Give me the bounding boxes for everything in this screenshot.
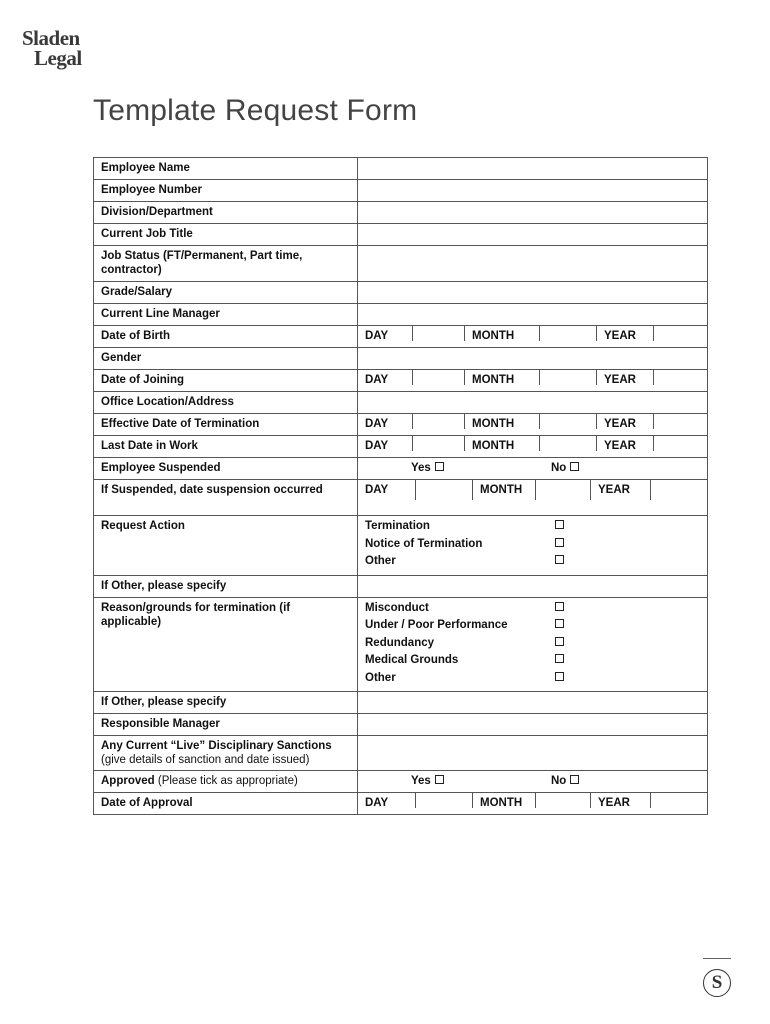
row-division [94,202,708,224]
doj-month-label: MONTH [465,370,540,385]
reason-option [365,671,700,689]
other-specify-1-label: If Other, please specify [94,575,358,597]
termination-month-label: MONTH [465,414,540,429]
approval-date-field [358,793,708,815]
reason-checkbox[interactable] [555,654,564,663]
dob-field [358,326,708,348]
disciplinary-label: Any Current “Live” Disciplinary Sanctions [101,740,332,752]
other-specify-1-field[interactable] [358,575,708,597]
approved-yes-label: Yes [411,775,431,787]
approved-no-label: No [551,775,567,787]
row-dob [94,326,708,348]
request-action-option-label: Other [365,555,396,567]
division-field[interactable] [358,202,708,224]
reason-label: Reason/grounds for termination (if applicable) [94,597,358,692]
suspension-month-input[interactable] [536,480,591,500]
doj-year-input[interactable] [654,370,707,385]
reason-checkbox[interactable] [555,637,564,646]
row-disciplinary [94,736,708,771]
termination-day-label: DAY [358,414,413,429]
approval-year-label: YEAR [591,793,651,808]
disciplinary-note: (give details of sanction and date issued) [101,754,310,766]
division-label: Division/Department [94,202,358,224]
approved-yes-checkbox[interactable] [435,775,444,784]
approval-month-label: MONTH [473,793,536,808]
dob-month-label: MONTH [465,326,540,341]
doj-day-label: DAY [358,370,413,385]
suspension-day-input[interactable] [416,480,473,500]
row-approval-date [94,793,708,815]
brand-line-1: Sladen [22,26,80,50]
office-label: Office Location/Address [94,392,358,414]
row-office [94,392,708,414]
row-last-date [94,436,708,458]
job-title-label: Current Job Title [94,224,358,246]
approved-field [358,771,708,793]
request-action-options [358,516,708,576]
request-action-checkbox[interactable] [555,538,564,547]
termination-year-input[interactable] [654,414,707,429]
last-date-label: Last Date in Work [94,436,358,458]
dob-year-input[interactable] [654,326,707,341]
disciplinary-field[interactable] [358,736,708,771]
row-line-manager [94,304,708,326]
approved-no-checkbox[interactable] [570,775,579,784]
reason-option-label: Misconduct [365,601,429,614]
page-title: Template Request Form [93,94,418,127]
row-reason [94,597,708,692]
employee-number-field[interactable] [358,180,708,202]
reason-option [365,653,700,671]
other-specify-2-field[interactable] [358,692,708,714]
row-employee-number [94,180,708,202]
request-action-option-label: Notice of Termination [365,537,483,550]
approval-day-input[interactable] [416,793,473,808]
reason-checkbox[interactable] [555,619,564,628]
suspension-date-field [358,480,708,516]
grade-label: Grade/Salary [94,282,358,304]
approval-month-input[interactable] [536,793,591,808]
row-responsible-manager [94,714,708,736]
last-date-year-input[interactable] [654,436,707,451]
row-doj [94,370,708,392]
suspension-year-input[interactable] [651,480,707,500]
request-action-option [365,519,700,537]
last-date-day-label: DAY [358,436,413,451]
employee-name-label: Employee Name [94,158,358,180]
suspension-year-label: YEAR [591,480,651,500]
row-suspension-date [94,480,708,516]
reason-options [358,597,708,692]
row-other-specify-1 [94,575,708,597]
suspension-day-label: DAY [358,480,416,500]
request-action-option-label: Termination [365,520,430,532]
last-date-day-input[interactable] [413,436,465,451]
suspended-yes [411,461,444,475]
dob-year-label: YEAR [597,326,654,341]
suspended-field [358,458,708,480]
reason-checkbox[interactable] [555,672,564,681]
doj-year-label: YEAR [597,370,654,385]
line-manager-label: Current Line Manager [94,304,358,326]
job-status-label: Job Status (FT/Permanent, Part time, contractor) [94,246,358,282]
office-field[interactable] [358,392,708,414]
suspended-yes-checkbox[interactable] [435,462,444,471]
responsible-manager-label: Responsible Manager [94,714,358,736]
termination-day-input[interactable] [413,414,465,429]
last-date-year-label: YEAR [597,436,654,451]
suspended-no-checkbox[interactable] [570,462,579,471]
reason-option-label: Redundancy [365,636,435,649]
request-action-checkbox[interactable] [555,555,564,564]
row-job-title [94,224,708,246]
request-action-checkbox[interactable] [555,520,564,529]
approval-day-label: DAY [358,793,416,808]
request-action-option [365,554,700,572]
job-title-field[interactable] [358,224,708,246]
approved-label-cell [94,771,358,793]
other-specify-2-label: If Other, please specify [94,692,358,714]
doj-month-input[interactable] [540,370,597,385]
reason-option [365,601,700,619]
row-job-status [94,246,708,282]
reason-option-label: Medical Grounds [365,654,459,666]
request-action-option [365,537,700,555]
approval-date-label: Date of Approval [94,793,358,815]
employee-number-label: Employee Number [94,180,358,202]
approved-note: (Please tick as appropriate) [157,775,298,787]
gender-field[interactable] [358,348,708,370]
employee-name-field[interactable] [358,158,708,180]
termination-date-label: Effective Date of Termination [94,414,358,436]
approved-label: Approved [101,775,155,787]
suspended-label: Employee Suspended [94,458,358,480]
row-other-specify-2 [94,692,708,714]
suspended-yes-label: Yes [411,462,431,474]
template-request-form [93,157,708,815]
doj-label: Date of Joining [94,370,358,392]
row-employee-name [94,158,708,180]
approved-yes [411,774,444,788]
suspension-date-label: If Suspended, date suspension occurred [94,480,358,516]
seal-mark [703,958,731,997]
approval-year-input[interactable] [651,793,707,808]
disciplinary-label-cell [94,736,358,771]
last-date-field [358,436,708,458]
last-date-month-label: MONTH [465,436,540,451]
doj-day-input[interactable] [413,370,465,385]
row-termination-date [94,414,708,436]
dob-day-input[interactable] [413,326,465,341]
job-status-field[interactable] [358,246,708,282]
suspended-no [551,461,579,475]
termination-year-label: YEAR [597,414,654,429]
suspension-month-label: MONTH [473,480,536,500]
gender-label: Gender [94,348,358,370]
row-approved [94,771,708,793]
reason-option [365,636,700,654]
dob-label: Date of Birth [94,326,358,348]
reason-checkbox[interactable] [555,602,564,611]
reason-option [365,618,700,636]
responsible-manager-field[interactable] [358,714,708,736]
termination-date-field [358,414,708,436]
termination-month-input[interactable] [540,414,597,429]
reason-option-label: Under / Poor Performance [365,619,508,631]
row-suspended [94,458,708,480]
doj-field [358,370,708,392]
row-grade [94,282,708,304]
seal-rule [703,958,731,959]
suspended-no-label: No [551,462,567,474]
approved-no [551,774,579,788]
line-manager-field[interactable] [358,304,708,326]
last-date-month-input[interactable] [540,436,597,451]
row-request-action [94,516,708,576]
brand-logo [22,28,82,68]
row-gender [94,348,708,370]
brand-line-2: Legal [34,46,82,70]
grade-field[interactable] [358,282,708,304]
request-action-label: Request Action [94,516,358,576]
dob-day-label: DAY [358,326,413,341]
seal-logo: S [703,969,731,997]
dob-month-input[interactable] [540,326,597,341]
reason-option-label: Other [365,671,396,684]
